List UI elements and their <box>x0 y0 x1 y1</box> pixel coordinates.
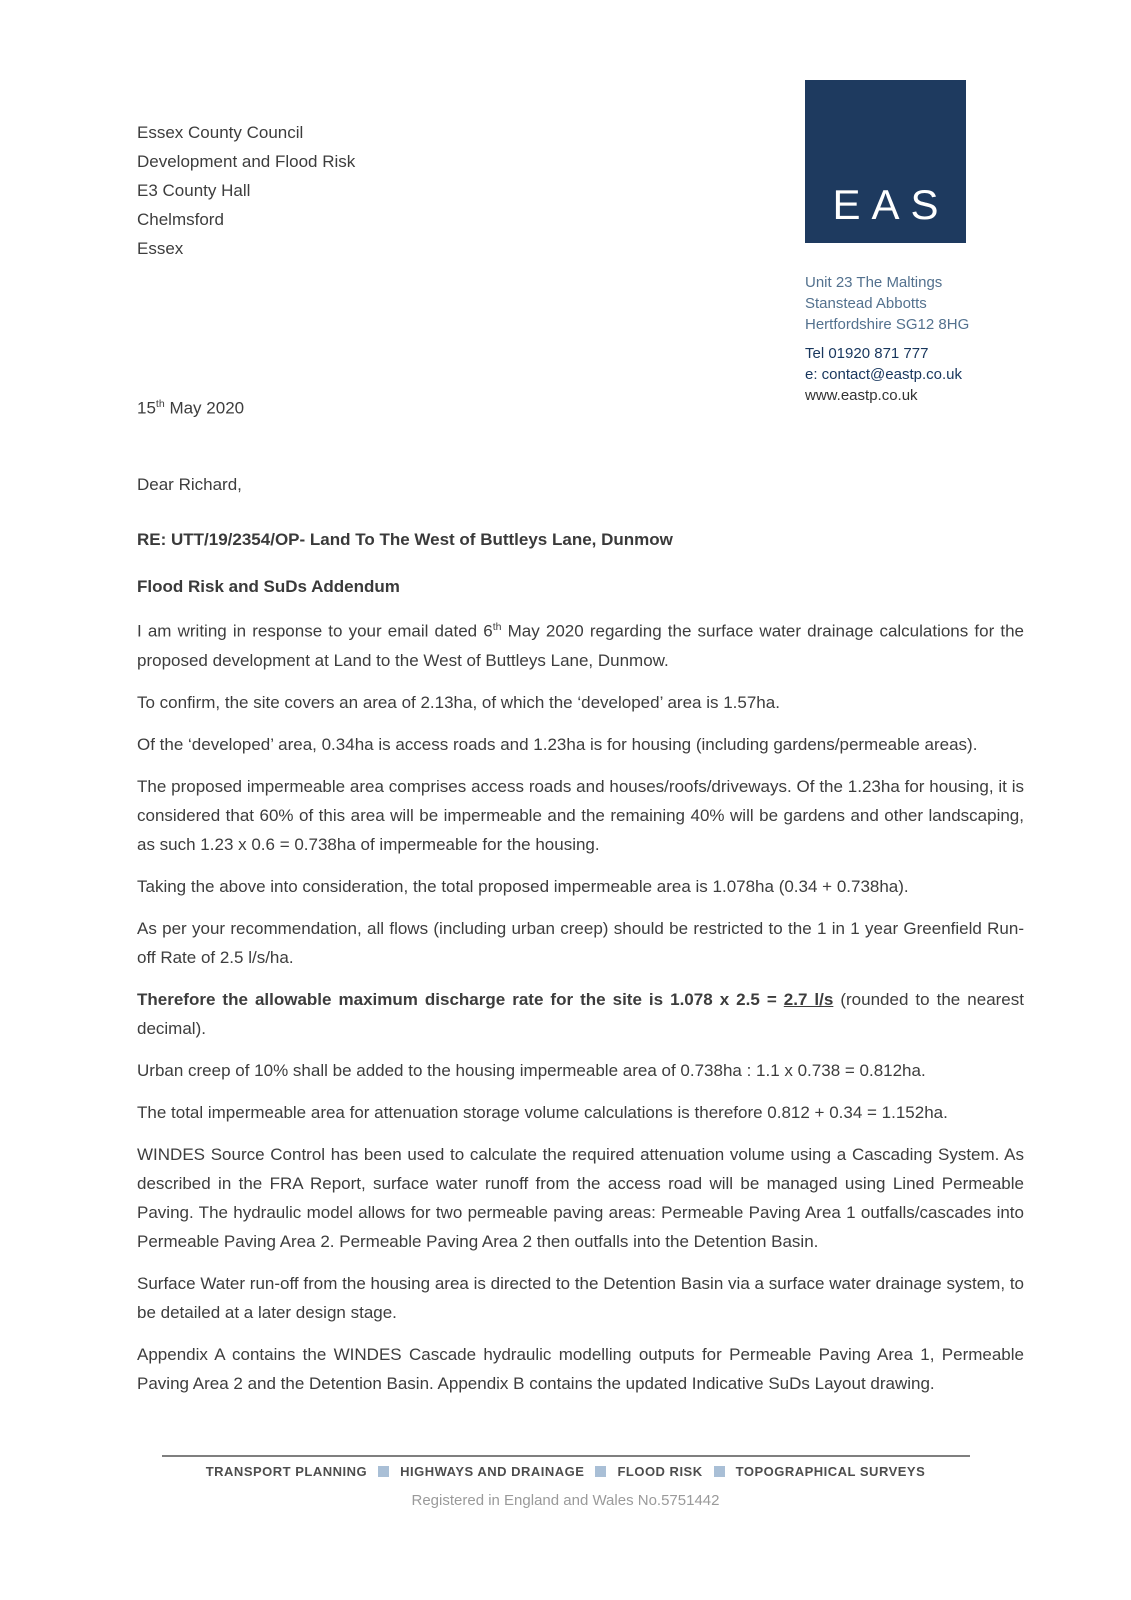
paragraph-2: To confirm, the site covers an area of 2.13ha, of which the ‘developed’ area is 1.57ha. <box>137 692 780 712</box>
paragraph-1-ordinal: th <box>492 621 502 633</box>
paragraph-8: Urban creep of 10% shall be added to the housing impermeable area of 0.738ha : 1.1 x 0.738 = 0.812ha. <box>137 1060 926 1080</box>
recipient-line: Development and Flood Risk <box>137 152 356 171</box>
square-separator-icon <box>378 1466 389 1477</box>
website-link[interactable]: www.eastp.co.uk <box>805 387 918 404</box>
date-day: 15 <box>137 398 156 418</box>
sender-address-line: Hertfordshire SG12 8HG <box>805 316 970 333</box>
contact-block <box>805 343 962 406</box>
paragraph-10: WINDES Source Control has been used to calculate the required attenuation volume using a Cascading System. As described in the FRA Report, surface water runoff from the access road will be managed using Lined Permeable Paving. The hydraulic model allows for two permeable paving areas: Permeable Paving Area 1 outfalls/cascades into Permeable Paving Area 2. Permeable Paving Area 2 then outfalls into the Detention Basin. <box>137 1144 1024 1251</box>
paragraph-5: Taking the above into consideration, the total proposed impermeable area is 1.078ha (0.34 + 0.738ha). <box>137 876 909 896</box>
paragraph-1-text: I am writing in response to your email dated 6 <box>137 621 493 641</box>
square-separator-icon <box>714 1466 725 1477</box>
services-list <box>0 1464 1131 1479</box>
service-topographical-surveys: TOPOGRAPHICAL SURVEYS <box>735 1464 926 1479</box>
paragraph-1 <box>137 613 1024 675</box>
discharge-rate-value: 2.7 l/s <box>783 989 834 1009</box>
recipient-line: E3 County Hall <box>137 181 251 200</box>
footer-divider <box>162 1455 970 1457</box>
sender-address-line: Stanstead Abbotts <box>805 295 927 312</box>
paragraph-7-text: (rounded to the nearest decimal). <box>137 989 1024 1038</box>
discharge-rate-statement: Therefore the allowable maximum discharge rate for the site is 1.078 x 2.5 = <box>137 989 784 1009</box>
salutation: Dear Richard, <box>137 475 242 494</box>
company-registration: Registered in England and Wales No.5751442 <box>411 1492 720 1509</box>
subject-title: Flood Risk and SuDs Addendum <box>137 577 400 596</box>
recipient-line: Essex County Council <box>137 123 304 142</box>
service-transport-planning: TRANSPORT PLANNING <box>205 1464 368 1479</box>
service-flood-risk: FLOOD RISK <box>617 1464 703 1479</box>
letter-date <box>137 391 244 422</box>
paragraph-6: As per your recommendation, all flows (including urban creep) should be restricted to the 1 in 1 year Greenfield Run-off Rate of 2.5 l/s/ha. <box>137 918 1024 967</box>
email-link[interactable]: e: contact@eastp.co.uk <box>805 366 962 383</box>
paragraph-1-text: May 2020 regarding the surface water drainage calculations for the proposed development at Land to the West of Buttleys Lane, Dunmow. <box>137 621 1025 670</box>
sender-address <box>805 272 969 335</box>
square-separator-icon <box>595 1466 606 1477</box>
logo-text: EAS <box>832 181 950 228</box>
letter-footer <box>0 1455 1131 1509</box>
letter-body <box>137 470 1024 1398</box>
date-rest: May 2020 <box>164 398 245 418</box>
letter-header <box>0 0 1131 470</box>
paragraph-9: The total impermeable area for attenuation storage volume calculations is therefore 0.812 + 0.34 = 1.152ha. <box>137 1102 948 1122</box>
recipient-address <box>137 118 355 263</box>
recipient-line: Essex <box>137 239 184 258</box>
paragraph-11: Surface Water run-off from the housing area is directed to the Detention Basin via a surface water drainage system, to be detailed at a later design stage. <box>137 1273 1024 1322</box>
paragraph-12: Appendix A contains the WINDES Cascade hydraulic modelling outputs for Permeable Paving Area 1, Permeable Paving Area 2 and the Detention Basin. Appendix B contains the updated Indicative SuDs Layout drawing. <box>137 1344 1024 1393</box>
paragraph-4: The proposed impermeable area comprises access roads and houses/roofs/driveways. Of the 1.23ha for housing, it is considered that 60% of this area will be impermeable and the remaining 40% will be gardens and other landscaping, as such 1.23 x 0.6 = 0.738ha of impermeable for the housing. <box>137 776 1024 854</box>
sender-address-line: Unit 23 The Maltings <box>805 274 943 291</box>
date-ordinal: th <box>155 398 165 410</box>
paragraph-7 <box>137 985 1024 1043</box>
phone-number: Tel 01920 871 777 <box>805 345 929 362</box>
recipient-line: Chelmsford <box>137 210 224 229</box>
paragraph-3: Of the ‘developed’ area, 0.34ha is access roads and 1.23ha is for housing (including gardens/permeable areas). <box>137 734 978 754</box>
company-logo <box>805 80 966 243</box>
subject-reference: RE: UTT/19/2354/OP- Land To The West of Buttleys Lane, Dunmow <box>137 530 673 549</box>
service-highways-drainage: HIGHWAYS AND DRAINAGE <box>400 1464 585 1479</box>
